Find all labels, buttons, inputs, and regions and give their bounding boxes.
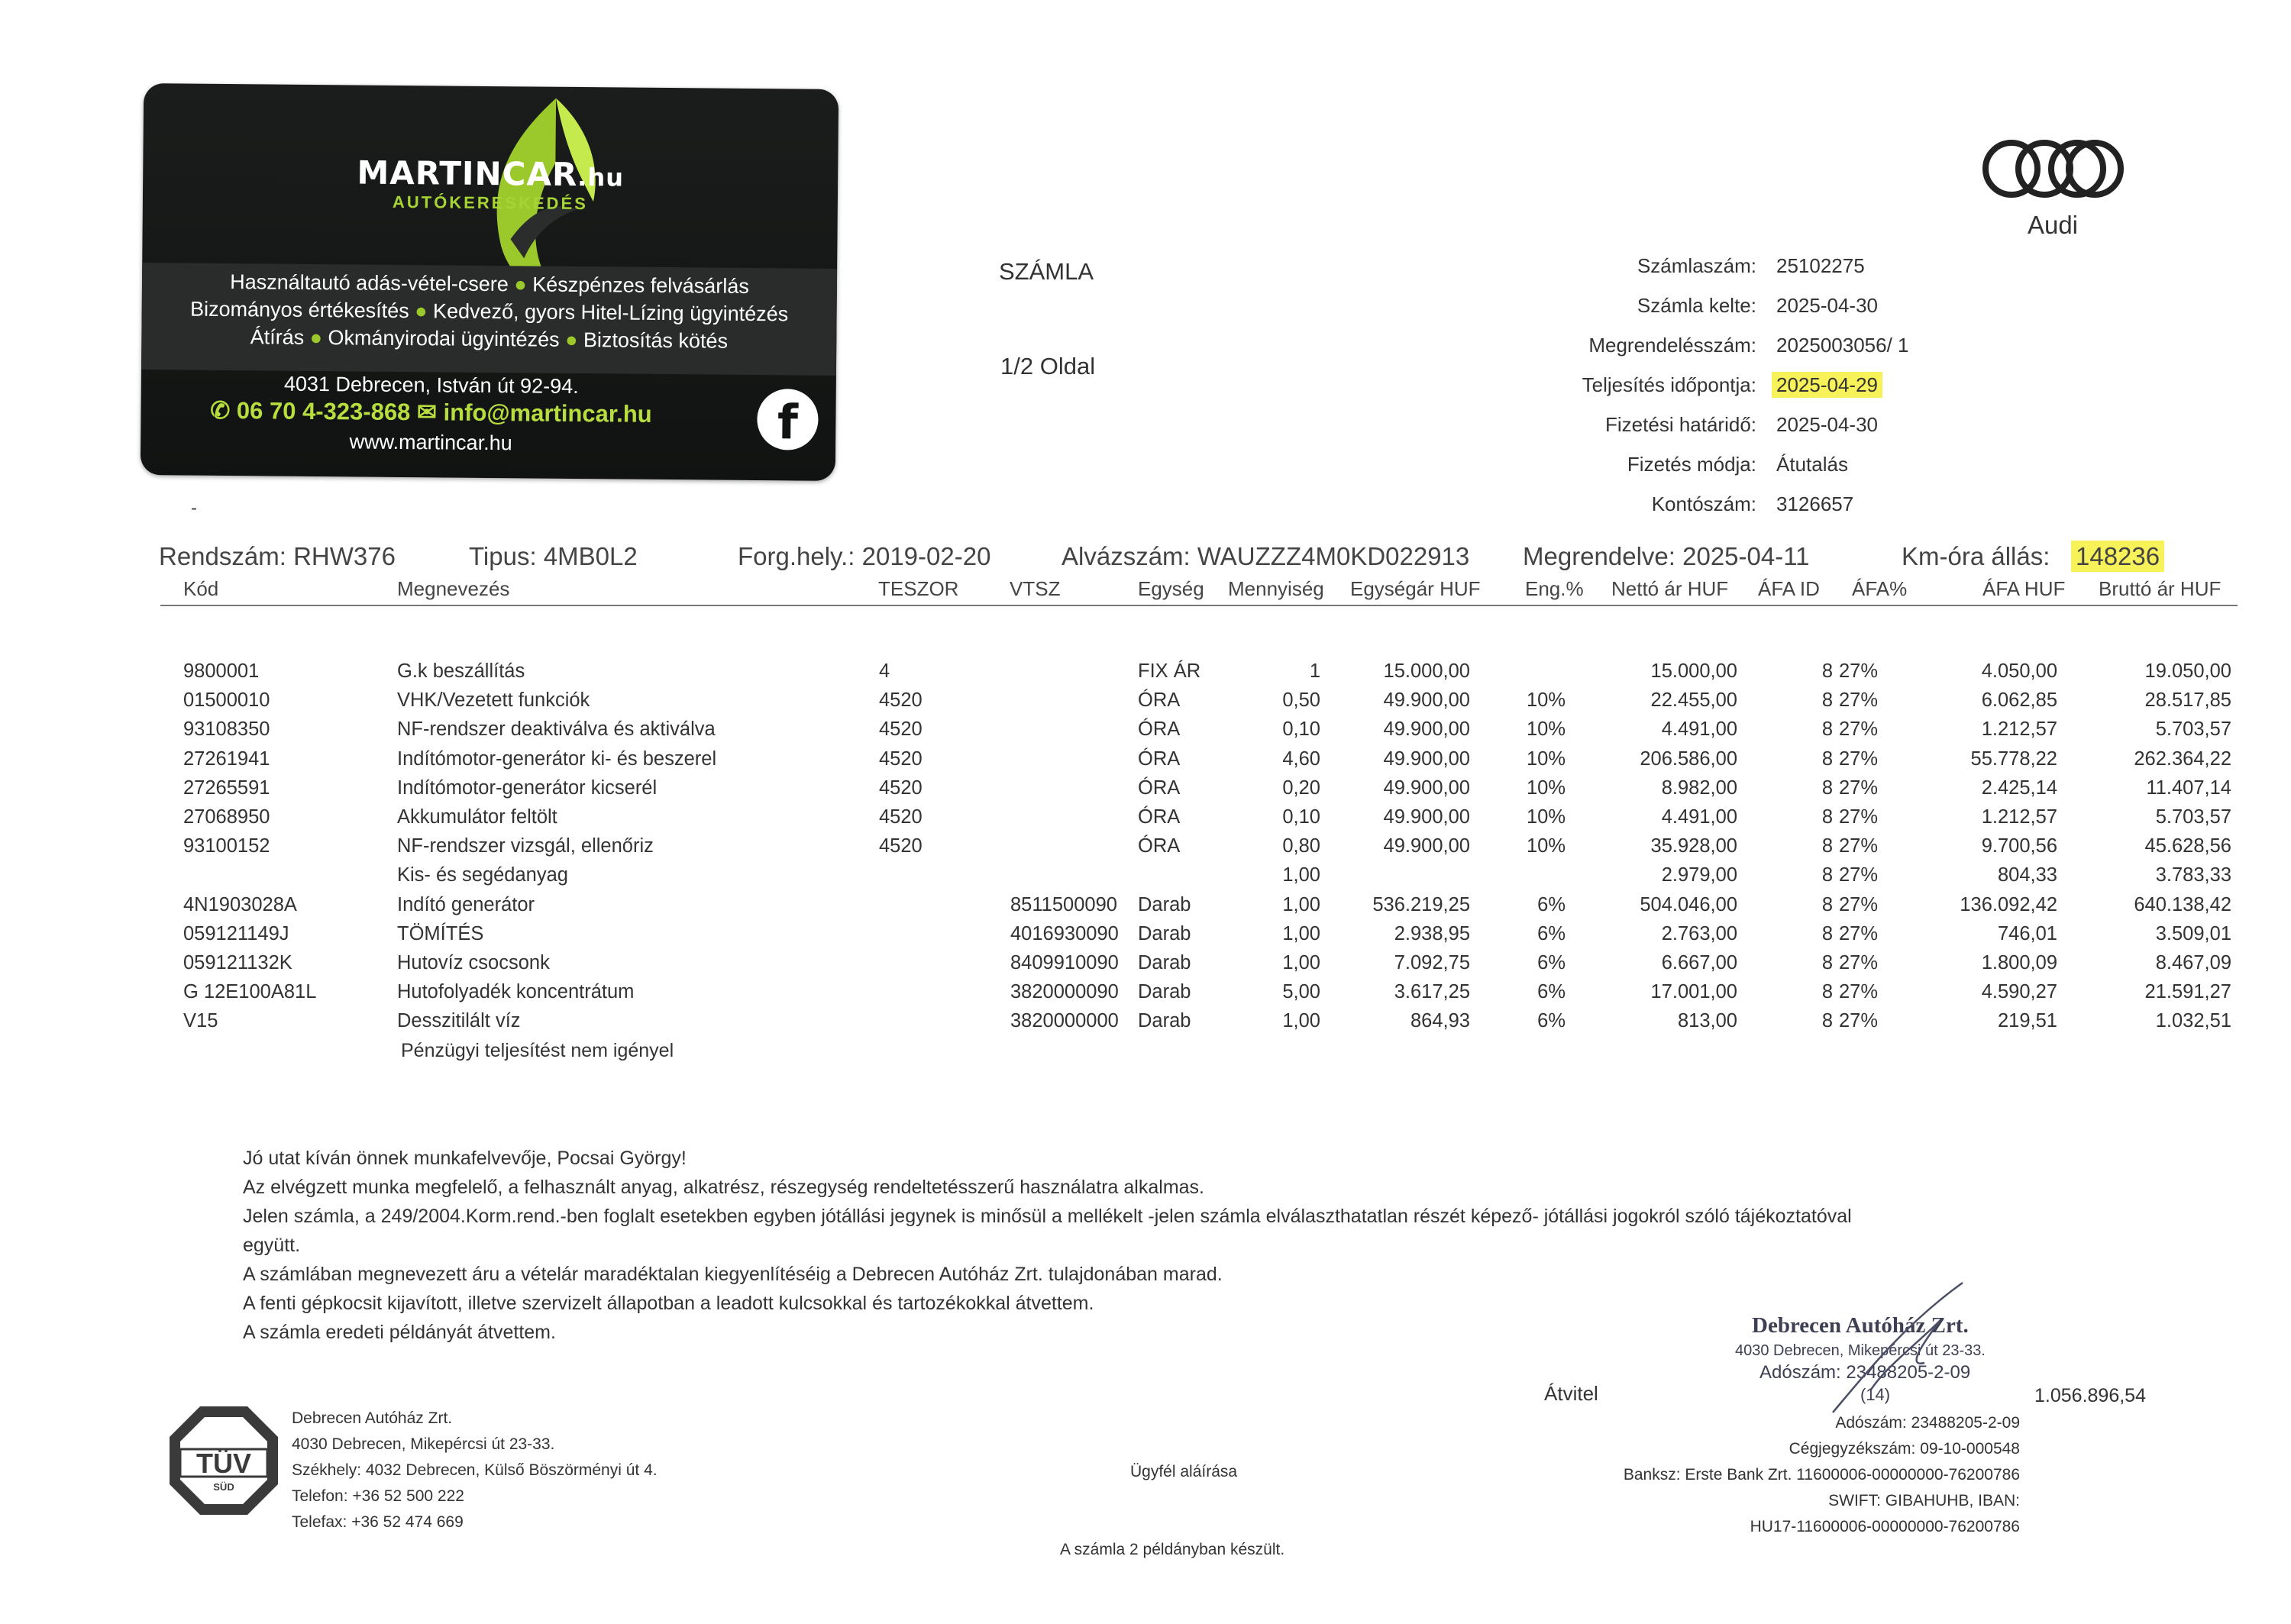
cell-teszor: 4520	[879, 777, 923, 799]
plate-number: Rendszám: RHW376	[159, 542, 396, 570]
cell-vat-pct: 27%	[1839, 894, 1879, 915]
cell-vat-id: 8	[1821, 952, 1833, 973]
cell-unit: ÓRA	[1138, 835, 1181, 857]
col-header-unit: Egység	[1138, 577, 1204, 600]
cell-vat: 746,01	[1998, 923, 2057, 944]
cell-code: 4N1903028A	[183, 894, 297, 915]
cell-vtsz: 8511500090	[1010, 894, 1117, 915]
cell-unit: ÓRA	[1138, 718, 1181, 740]
due-date: 2025-04-30	[1776, 413, 1878, 436]
cell-code: 059121149J	[183, 923, 289, 944]
payment-method: Átutalás	[1776, 453, 1848, 476]
cell-gross: 5.703,57	[2155, 806, 2231, 828]
account-number: 3126657	[1776, 492, 1854, 515]
cell-vat-id: 8	[1821, 835, 1833, 857]
cell-vat-pct: 27%	[1839, 1010, 1879, 1032]
cell-quantity: 1,00	[1282, 923, 1320, 944]
header-rule	[160, 605, 2238, 606]
order-number-label: Megrendelésszám:	[1588, 334, 1756, 357]
cell-vat-id: 8	[1821, 894, 1833, 915]
col-header-teszor: TESZOR	[878, 577, 959, 600]
cell-vat-pct: 27%	[1839, 718, 1879, 740]
cell-name: Desszitilált víz	[397, 1010, 521, 1032]
odometer-value: 148236	[2071, 542, 2164, 571]
cell-code: V15	[183, 1010, 218, 1032]
cell-unit: FIX ÁR	[1138, 660, 1201, 682]
payment-method-label: Fizetés módja:	[1627, 453, 1756, 476]
cell-name: Hutovíz csocsonk	[397, 952, 550, 973]
cell-discount: 10%	[1526, 718, 1566, 740]
cell-unit: ÓRA	[1138, 806, 1181, 828]
cell-vat-id: 8	[1821, 748, 1833, 770]
cell-vat: 4.590,27	[1981, 981, 2057, 1002]
invoice-date: 2025-04-30	[1776, 294, 1878, 317]
cell-quantity: 0,10	[1282, 718, 1320, 740]
cell-vat-id: 8	[1821, 806, 1833, 828]
row-note: Pénzügyi teljesítést nem igényel	[401, 1040, 674, 1061]
cell-unit-price: 7.092,75	[1394, 952, 1470, 973]
cell-code: G 12E100A81L	[183, 981, 317, 1002]
col-header-discount: Eng.%	[1525, 577, 1584, 600]
col-header-vat: ÁFA HUF	[1982, 577, 2066, 600]
cell-teszor: 4520	[879, 718, 923, 740]
cell-unit: Darab	[1138, 981, 1191, 1002]
col-header-code: Kód	[183, 577, 219, 600]
cell-unit-price: 49.900,00	[1383, 806, 1470, 828]
cell-name: VHK/Vezetett funkciók	[397, 689, 590, 711]
customer-signature-label: Ügyfél aláírása	[1130, 1463, 1238, 1480]
cell-vat-pct: 27%	[1839, 777, 1879, 799]
cell-net: 4.491,00	[1661, 718, 1737, 740]
card-services-line-1: Használtautó adás-vétel-csere ● Készpénzes felvásárlás	[230, 270, 749, 298]
card-services-line-3: Átírás ● Okmányirodai ügyintézés ● Biztosítás kötés	[250, 325, 729, 353]
company-registry-number: Cégjegyzékszám: 09-10-000548	[1789, 1440, 2020, 1458]
table-row	[0, 894, 2291, 922]
table-row	[0, 1010, 2291, 1038]
cell-vat-id: 8	[1821, 777, 1833, 799]
page-info: 1/2 Oldal	[1000, 353, 1096, 379]
cell-name: Hutofolyadék koncentrátum	[397, 981, 635, 1002]
card-contact: ✆ 06 70 4-323-868 ✉ info@martincar.hu	[210, 396, 652, 428]
cell-unit-price: 49.900,00	[1383, 718, 1470, 740]
cell-vat: 55.778,22	[1970, 748, 2057, 770]
cell-vat: 1.800,09	[1981, 952, 2057, 973]
signature	[1825, 1275, 2008, 1428]
col-header-vtsz: VTSZ	[1010, 577, 1061, 600]
cell-vat: 6.062,85	[1981, 689, 2057, 711]
cell-vat: 1.212,57	[1981, 718, 2057, 740]
transfer-label: Átvitel	[1544, 1382, 1598, 1405]
cell-name: Indító generátor	[397, 894, 535, 915]
cell-quantity: 1	[1309, 660, 1320, 682]
cell-net: 8.982,00	[1661, 777, 1737, 799]
cell-net: 504.046,00	[1640, 894, 1737, 915]
cell-code: 27261941	[183, 748, 270, 770]
table-row	[0, 952, 2291, 980]
cell-vat-id: 8	[1821, 1010, 1833, 1032]
cell-net: 35.928,00	[1650, 835, 1737, 857]
cell-vat-id: 8	[1821, 689, 1833, 711]
col-header-vat-id: ÁFA ID	[1758, 577, 1820, 600]
company-iban: HU17-11600006-00000000-76200786	[1750, 1518, 2020, 1535]
cell-vat-id: 8	[1821, 923, 1833, 944]
cell-code: 93100152	[183, 835, 270, 857]
cell-unit-price: 3.617,25	[1394, 981, 1470, 1002]
document-title: SZÁMLA	[999, 258, 1094, 285]
cell-net: 6.667,00	[1661, 952, 1737, 973]
table-row	[0, 835, 2291, 863]
order-date: Megrendelve: 2025-04-11	[1523, 542, 1810, 570]
cell-vtsz: 3820000000	[1010, 1010, 1119, 1032]
remark-line-5: A számlában megnevezett áru a vételár maradéktalan kiegyenlítéséig a Debrecen Autóház Zrt. tulajdonában marad.	[243, 1264, 1223, 1285]
cell-unit-price: 15.000,00	[1383, 660, 1470, 682]
col-header-vat-pct: ÁFA%	[1852, 577, 1908, 600]
cell-unit-price: 49.900,00	[1383, 777, 1470, 799]
col-header-name: Megnevezés	[397, 577, 510, 600]
invoice-number-label: Számlaszám:	[1637, 254, 1756, 277]
cell-unit-price: 49.900,00	[1383, 835, 1470, 857]
remark-line-1: Jó utat kíván önnek munkafelvevője, Pocsai György!	[243, 1148, 687, 1169]
cell-unit-price: 864,93	[1410, 1010, 1470, 1032]
cell-vat-pct: 27%	[1839, 952, 1879, 973]
cell-gross: 28.517,85	[2144, 689, 2231, 711]
card-services-line-2: Bizományos értékesítés ● Kedvező, gyors Hitel-Lízing ügyintézés	[189, 297, 789, 326]
cell-unit: ÓRA	[1138, 777, 1181, 799]
completion-date-label: Teljesítés időpontja:	[1582, 373, 1756, 396]
cell-unit: Darab	[1138, 952, 1191, 973]
cell-gross: 8.467,09	[2155, 952, 2231, 973]
cell-code: 9800001	[183, 660, 260, 682]
cell-net: 2.763,00	[1661, 923, 1737, 944]
cell-vtsz: 8409910090	[1010, 952, 1119, 973]
facebook-icon: f	[757, 389, 819, 450]
cell-quantity: 4,60	[1282, 748, 1320, 770]
cell-net: 2.979,00	[1661, 864, 1737, 886]
cell-quantity: 1,00	[1282, 894, 1320, 915]
cell-unit-price: 536.219,25	[1372, 894, 1470, 915]
cell-unit: ÓRA	[1138, 748, 1181, 770]
cell-vat: 9.700,56	[1981, 835, 2057, 857]
cell-quantity: 0,50	[1282, 689, 1320, 711]
cell-gross: 45.628,56	[2144, 835, 2231, 857]
cell-teszor: 4520	[879, 806, 923, 828]
cell-teszor: 4520	[879, 748, 923, 770]
cell-net: 813,00	[1678, 1010, 1737, 1032]
company-address: 4030 Debrecen, Mikepércsi út 23-33.	[292, 1435, 555, 1453]
cell-unit: Darab	[1138, 1010, 1191, 1032]
copies-note: A számla 2 példányban készült.	[1060, 1541, 1285, 1558]
cell-vat: 1.212,57	[1981, 806, 2057, 828]
due-date-label: Fizetési határidő:	[1605, 413, 1756, 436]
cell-vat-id: 8	[1821, 660, 1833, 682]
cell-teszor: 4520	[879, 835, 923, 857]
table-row	[0, 718, 2291, 746]
cell-vat-pct: 27%	[1839, 660, 1879, 682]
col-header-net: Nettó ár HUF	[1611, 577, 1729, 600]
invoice-number: 25102275	[1776, 254, 1865, 277]
cell-code: 059121132K	[183, 952, 292, 973]
cell-vtsz: 3820000090	[1010, 981, 1119, 1002]
col-header-quantity: Mennyiség	[1228, 577, 1324, 600]
cell-vat: 219,51	[1998, 1010, 2057, 1032]
table-row	[0, 864, 2291, 892]
company-phone: Telefon: +36 52 500 222	[292, 1487, 464, 1505]
cell-name: NF-rendszer deaktiválva és aktiválva	[397, 718, 716, 740]
cell-discount: 10%	[1526, 806, 1566, 828]
cell-quantity: 0,20	[1282, 777, 1320, 799]
cell-discount: 10%	[1526, 748, 1566, 770]
cell-discount: 10%	[1526, 835, 1566, 857]
cell-name: NF-rendszer vizsgál, ellenőriz	[397, 835, 654, 857]
cell-unit: Darab	[1138, 923, 1191, 944]
card-website: www.martincar.hu	[349, 430, 512, 455]
remark-line-2: Az elvégzett munka megfelelő, a felhasznált anyag, alkatrész, részegység rendeltetésszerű használatra alkalmas.	[243, 1177, 1204, 1198]
cell-code: 27068950	[183, 806, 270, 828]
cell-name: Indítómotor-generátor ki- és beszerel	[397, 748, 717, 770]
company-swift: SWIFT: GIBAHUHB, IBAN:	[1828, 1492, 2020, 1509]
company-tax-number: Adószám: 23488205-2-09	[1835, 1414, 2020, 1432]
col-header-gross: Bruttó ár HUF	[2099, 577, 2222, 600]
company-fax: Telefax: +36 52 474 669	[292, 1513, 464, 1531]
cell-vat-pct: 27%	[1839, 689, 1879, 711]
cell-quantity: 0,80	[1282, 835, 1320, 857]
cell-teszor: 4520	[879, 689, 923, 711]
cell-teszor: 4	[879, 660, 890, 682]
cell-vat-id: 8	[1821, 981, 1833, 1002]
company-seat: Székhely: 4032 Debrecen, Külső Böszörményi út 4.	[292, 1461, 658, 1479]
cell-vat-id: 8	[1821, 864, 1833, 886]
completion-date: 2025-04-29	[1772, 373, 1882, 397]
cell-gross: 19.050,00	[2144, 660, 2231, 682]
cell-discount: 6%	[1537, 981, 1566, 1002]
cell-name: TÖMÍTÉS	[397, 923, 484, 944]
table-row	[0, 923, 2291, 951]
card-subtitle: AUTÓKERESKEDÉS	[392, 192, 588, 214]
dash-mark: -	[191, 498, 197, 518]
cell-vat: 136.092,42	[1960, 894, 2057, 915]
cell-gross: 3.509,01	[2155, 923, 2231, 944]
remark-line-6: A fenti gépkocsit kijavított, illetve szervizelt állapotban a leadott kulcsokkal és tartozékokkal átvettem.	[243, 1293, 1094, 1314]
remark-line-3: Jelen számla, a 249/2004.Korm.rend.-ben foglalt esetekben egyben jótállási jegynek is minősül a mellékelt -jelen számla elválaszthatatlan részét képező- jótállási jogokról szóló tájékoztatóval	[243, 1206, 1852, 1227]
cell-vat: 2.425,14	[1981, 777, 2057, 799]
cell-name: G.k beszállítás	[397, 660, 525, 682]
cell-vat-pct: 27%	[1839, 748, 1879, 770]
cell-name: Indítómotor-generátor kicserél	[397, 777, 658, 799]
cell-vat: 804,33	[1998, 864, 2057, 886]
cell-quantity: 1,00	[1282, 952, 1320, 973]
card-address: 4031 Debrecen, István út 92-94.	[283, 372, 579, 399]
cell-vat-pct: 27%	[1839, 806, 1879, 828]
cell-gross: 21.591,27	[2144, 981, 2231, 1002]
cell-gross: 3.783,33	[2155, 864, 2231, 886]
cell-code: 01500010	[183, 689, 270, 711]
cell-quantity: 5,00	[1282, 981, 1320, 1002]
table-row	[0, 981, 2291, 1009]
vehicle-type: Tipus: 4MB0L2	[469, 542, 638, 570]
cell-discount: 6%	[1537, 894, 1566, 915]
odometer-label: Km-óra állás:	[1902, 542, 2050, 570]
cell-vat: 4.050,00	[1981, 660, 2057, 682]
table-row	[0, 748, 2291, 776]
cell-vat-pct: 27%	[1839, 835, 1879, 857]
cell-discount: 6%	[1537, 923, 1566, 944]
cell-discount: 10%	[1526, 689, 1566, 711]
cell-net: 15.000,00	[1650, 660, 1737, 682]
cell-discount: 10%	[1526, 777, 1566, 799]
cell-quantity: 1,00	[1282, 864, 1320, 886]
cell-vat-pct: 27%	[1839, 981, 1879, 1002]
vin-number: Alvázszám: WAUZZZ4M0KD022913	[1061, 542, 1470, 570]
remark-line-7: A számla eredeti példányát átvettem.	[243, 1322, 556, 1343]
mail-icon: ✉	[416, 399, 444, 426]
cell-quantity: 0,10	[1282, 806, 1320, 828]
cell-net: 4.491,00	[1661, 806, 1737, 828]
account-number-label: Kontószám:	[1651, 492, 1756, 515]
company-bank-account: Banksz: Erste Bank Zrt. 11600006-00000000-76200786	[1623, 1466, 2020, 1484]
cell-gross: 262.364,22	[2134, 748, 2231, 770]
cell-unit: Darab	[1138, 894, 1191, 915]
cell-unit-price: 49.900,00	[1383, 689, 1470, 711]
cell-unit-price: 49.900,00	[1383, 748, 1470, 770]
cell-vtsz: 4016930090	[1010, 923, 1119, 944]
cell-vat-id: 8	[1821, 718, 1833, 740]
remark-line-4: együtt.	[243, 1235, 301, 1256]
table-row	[0, 660, 2291, 688]
cell-unit: ÓRA	[1138, 689, 1181, 711]
phone-icon: ✆	[210, 396, 238, 425]
company-stamp: Debrecen Autóház Zrt. 4030 Debrecen, Mikepércsi út 23-33. Adószám: 23488205-2-09 (14)	[1718, 1313, 2039, 1420]
cell-gross: 640.138,42	[2134, 894, 2231, 915]
cell-quantity: 1,00	[1282, 1010, 1320, 1032]
table-row	[0, 689, 2291, 717]
audi-rings-logo	[1981, 137, 2126, 200]
cell-name: Kis- és segédanyag	[397, 864, 568, 886]
cell-code: 27265591	[183, 777, 270, 799]
cell-discount: 6%	[1537, 1010, 1566, 1032]
cell-net: 206.586,00	[1640, 748, 1737, 770]
order-number: 2025003056/ 1	[1776, 334, 1909, 357]
cell-gross: 1.032,51	[2155, 1010, 2231, 1032]
table-row	[0, 806, 2291, 834]
tuv-logo: TÜV SÜD	[166, 1403, 281, 1518]
cell-vat-pct: 27%	[1839, 864, 1879, 886]
invoice-info	[1375, 252, 2138, 527]
col-header-unit-price: Egységár HUF	[1350, 577, 1481, 600]
cell-unit-price: 2.938,95	[1394, 923, 1470, 944]
audi-logo-text: Audi	[2027, 211, 2079, 239]
invoice-date-label: Számla kelte:	[1637, 294, 1756, 317]
transfer-value: 1.056.896,54	[2034, 1385, 2146, 1406]
cell-gross: 5.703,57	[2155, 718, 2231, 740]
cell-net: 22.455,00	[1650, 689, 1737, 711]
cell-code: 93108350	[183, 718, 270, 740]
cell-discount: 6%	[1537, 952, 1566, 973]
cell-gross: 11.407,14	[2146, 777, 2231, 799]
card-brand: MARTINCAR.hu	[357, 153, 625, 193]
business-card	[141, 83, 839, 481]
registration-date: Forg.hely.: 2019-02-20	[738, 542, 991, 570]
table-row	[0, 777, 2291, 805]
cell-name: Akkumulátor feltölt	[397, 806, 557, 828]
cell-vat-pct: 27%	[1839, 923, 1879, 944]
cell-net: 17.001,00	[1650, 981, 1737, 1002]
company-name: Debrecen Autóház Zrt.	[292, 1409, 453, 1427]
